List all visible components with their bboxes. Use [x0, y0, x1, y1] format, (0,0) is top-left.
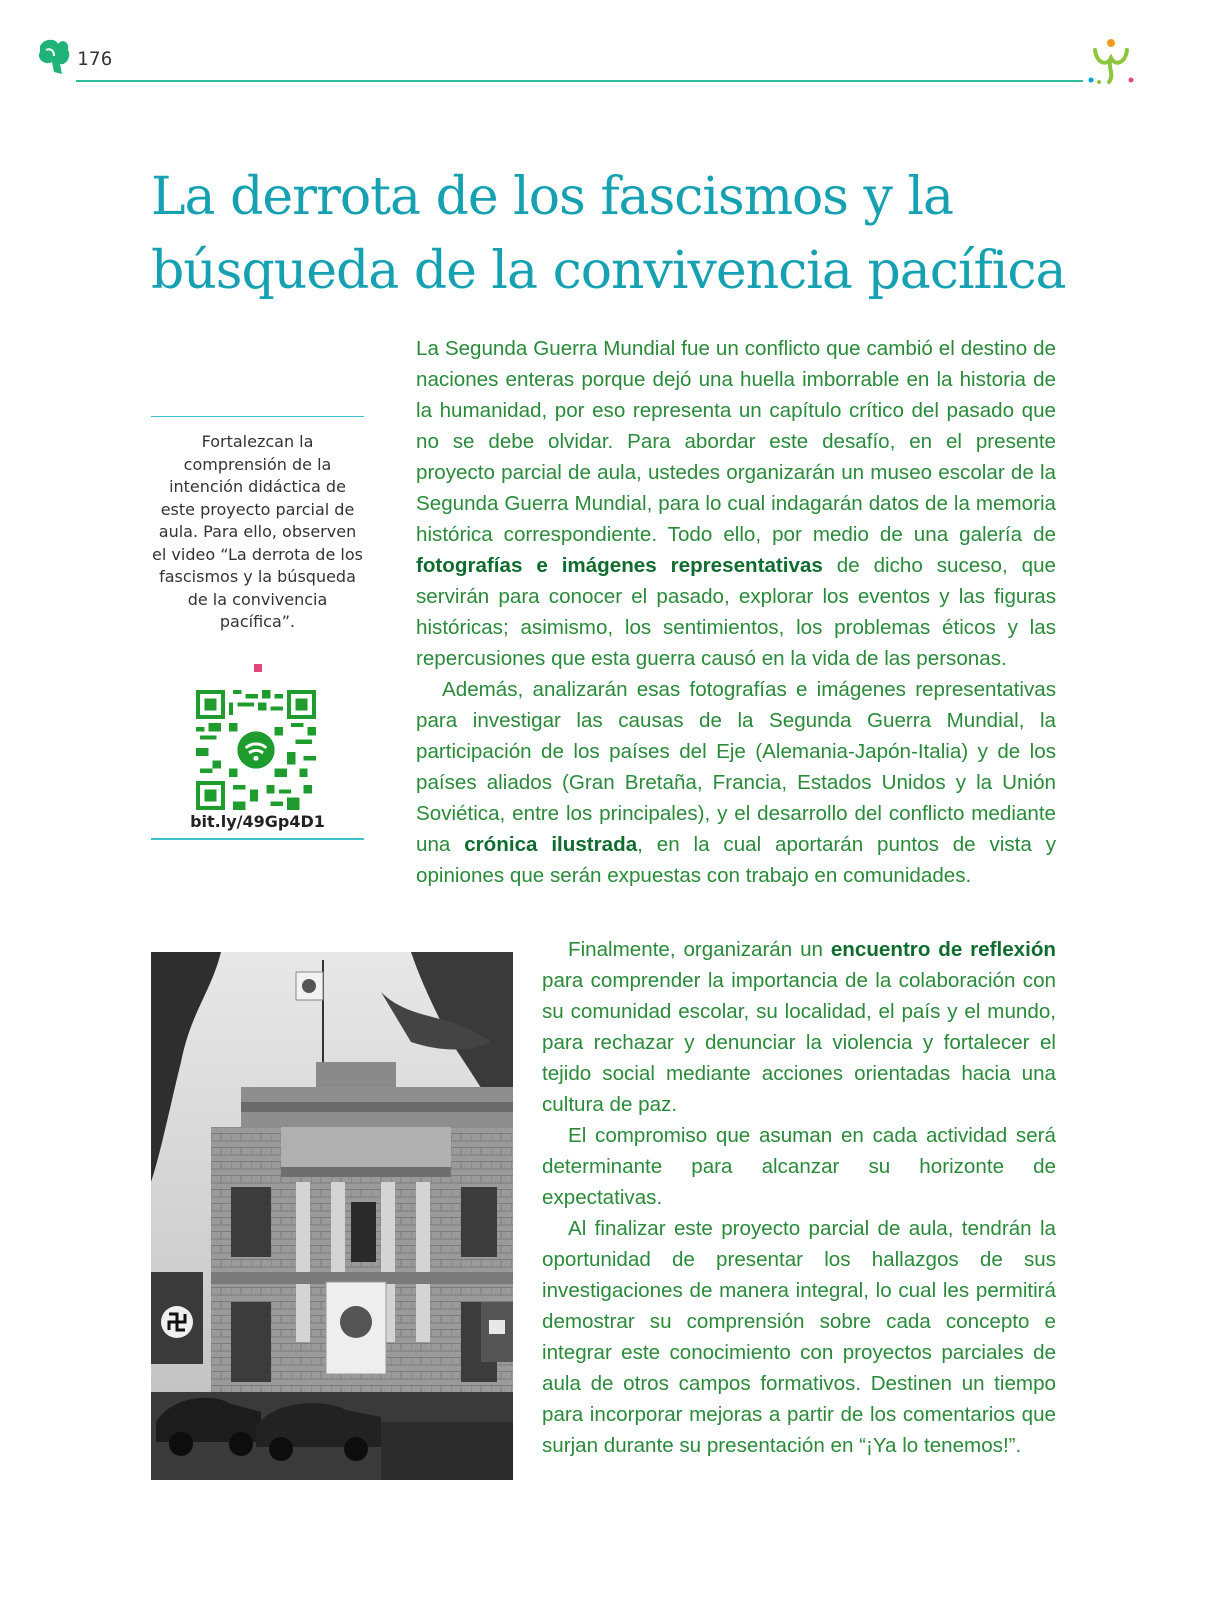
page-title-line-2: búsqueda de la convivencia pacífica	[151, 241, 1066, 301]
paragraph-2	[416, 674, 1056, 891]
page-title	[151, 160, 1111, 308]
header-rule	[76, 80, 1083, 82]
paragraph-3-text-c: para comprender la importancia de la colaboración con su comunidad escolar, su localidad, el país y el mundo, para rechazar y denunciar la violencia y fortalecer el tejido social mediante acciones orientadas hacia una cultura de paz.	[542, 969, 1056, 1116]
sidebar-marker	[254, 664, 262, 672]
paragraph-1	[416, 333, 1056, 674]
paragraph-4: El compromiso que asuman en cada actividad será determinante para alcanzar su horizonte de expectativas.	[542, 1124, 1056, 1209]
paragraph-3-text-a: Finalmente, organizarán un	[568, 938, 831, 961]
sidebar-text: Fortalezcan la comprensión de la intención didáctica de este proyecto parcial de aula. Para ello, observen el video “La derrota de los fascismos y la búsqueda de la convivencia pacífica”.	[152, 432, 363, 631]
body-column-bottom	[542, 934, 1056, 1461]
people-emblem-icon	[1085, 36, 1137, 88]
paragraph-3	[542, 934, 1056, 1120]
paragraph-1-text-a: La Segunda Guerra Mundial fue un conflicto que cambió el destino de naciones enteras porque dejó una huella imborrable en la historia de la humanidad, por eso representa un capítulo crítico del pasado que no se debe olvidar. Para abordar este desafío, en el presente proyecto parcial de aula, ustedes organizarán un museo escolar de la Segunda Guerra Mundial, para lo cual indagarán datos de la memoria histórica correspondiente. Todo ello, por medio de una galería de	[416, 337, 1056, 546]
page-title-line-1: La derrota de los fascismos y la	[151, 167, 954, 227]
paragraph-2-text-a: Además, analizarán esas fotografías e imágenes representativas para investigar las causas de la Segunda Guerra Mundial, la participación de los países del Eje (Alemania-Japón-Italia) y de los países aliados (Gran Bretaña, Francia, Estados Unidos y la Unión Soviética, entre los principales), y el desarrollo del conflicto mediante una	[416, 678, 1056, 856]
historical-photo	[151, 952, 513, 1480]
paragraph-3-highlight: encuentro de reflexión	[830, 938, 1056, 961]
paragraph-5: Al finalizar este proyecto parcial de aula, tendrán la oportunidad de presentar los hallazgos de sus investigaciones de manera integral, lo cual les permitirá demostrar su comprensión sobre cada concepto e integrar este conocimiento con proyectos parciales de aula de otros campos formativos. Destinen un tiempo para incorporar mejoras a partir de los comentarios que surjan durante su presentación en “¡Ya lo tenemos!”.	[542, 1217, 1056, 1457]
paragraph-2-text-c: , en la cual aportarán puntos de vista y opiniones que serán expuestas con trabajo en comunidades.	[416, 833, 1056, 887]
qr-code-icon[interactable]	[196, 690, 316, 810]
paragraph-2-highlight: crónica ilustrada	[464, 833, 638, 856]
sidebar-rule-bottom	[151, 838, 364, 840]
page-number: 176	[77, 48, 113, 70]
book-logo-icon	[36, 36, 72, 76]
sidebar-rule-top	[151, 416, 364, 417]
body-column-top	[416, 333, 1056, 891]
qr-short-link[interactable]: bit.ly/49Gp4D1	[190, 812, 325, 831]
paragraph-1-highlight: fotografías e imágenes representativas	[416, 554, 823, 577]
paragraph-1-text-c: de dicho suceso, que servirán para conocer el pasado, explorar los eventos y las figuras históricas; asimismo, los sentimientos, los problemas éticos y las repercusiones que esta guerra causó en la vida de las personas.	[416, 554, 1056, 670]
